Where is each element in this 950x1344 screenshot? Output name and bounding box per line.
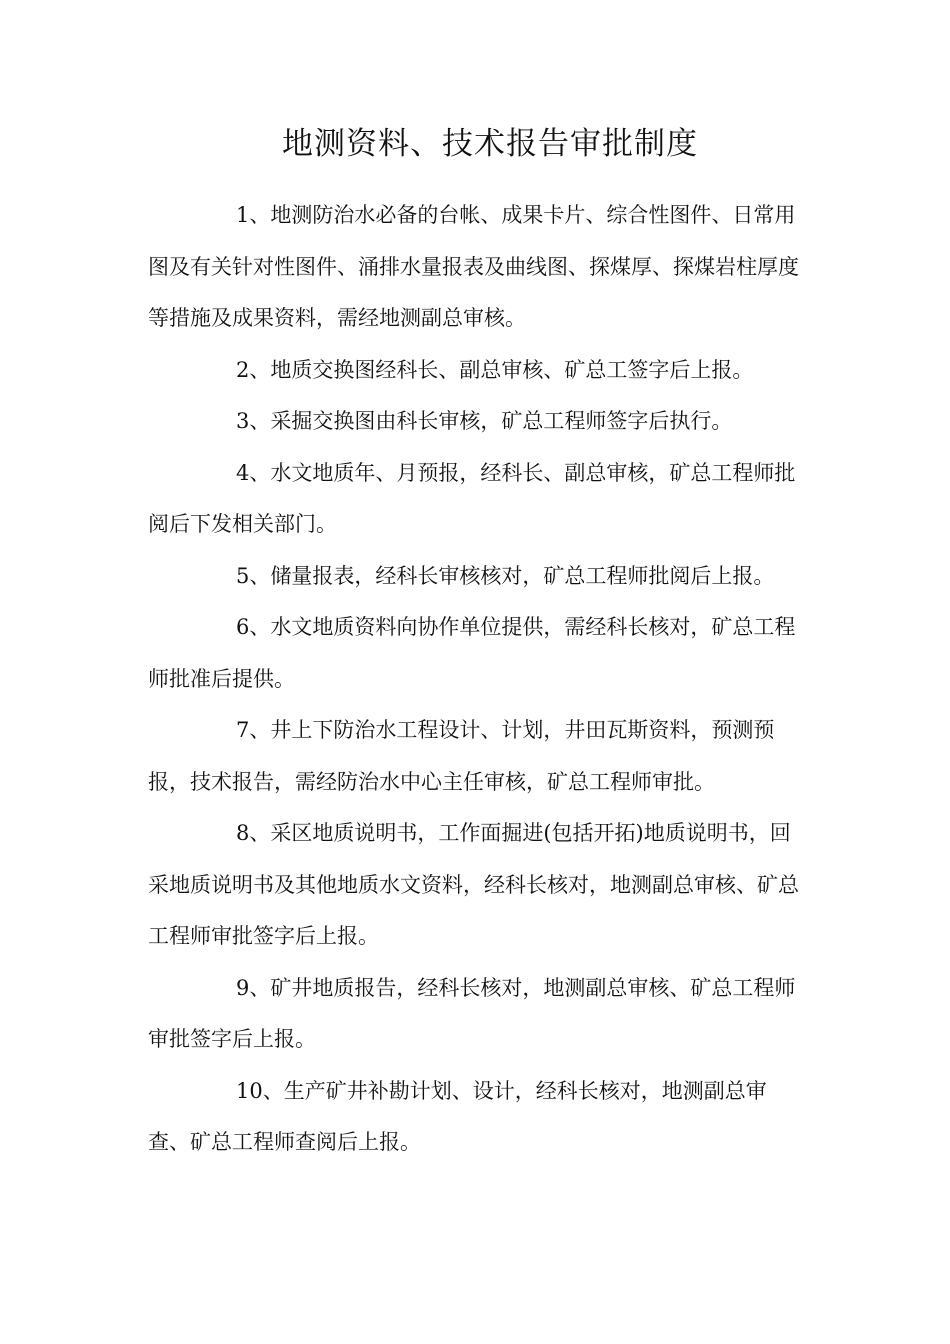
paragraph-10: 10、生产矿井补勘计划、设计，经科长核对，地测副总审查、矿总工程师查阅后上报。 <box>148 1078 767 1154</box>
paragraph-1: 1、地测防治水必备的台帐、成果卡片、综合性图件、日常用图及有关针对性图件、涌排水量报表及曲线图、探煤厚、探煤岩柱厚度等措施及成果资料，需经地测副总审核。 <box>148 203 799 330</box>
paragraph-5: 5、储量报表，经科长审核核对，矿总工程师批阅后上报。 <box>236 563 775 588</box>
paragraph-3: 3、采掘交换图由科长审核，矿总工程师签字后执行。 <box>236 409 733 433</box>
paragraph-8: 8、采区地质说明书，工作面掘进(包括开拓)地质说明书，回采地质说明书及其他地质水文资料，经科长核对，地测副总审核、矿总工程师审批签字后上报。 <box>148 821 799 948</box>
paragraph-2: 2、地质交换图经科长、副总审核、矿总工签字后上报。 <box>236 357 754 382</box>
paragraph-6: 6、水文地质资料向协作单位提供，需经科长核对，矿总工程师批准后提供。 <box>148 615 796 691</box>
paragraph-7: 7、井上下防治水工程设计、计划，井田瓦斯资料，预测预报，技术报告，需经防治水中心主任审核，矿总工程师审批。 <box>148 718 775 794</box>
document-body <box>148 190 803 1169</box>
paragraph-4: 4、水文地质年、月预报，经科长、副总审核，矿总工程师批阅后下发相关部门。 <box>148 460 796 536</box>
document-title: 地测资料、技术报告审批制度 <box>282 126 698 162</box>
paragraph-9: 9、矿井地质报告，经科长核对，地测副总审核、矿总工程师审批签字后上报。 <box>148 975 796 1051</box>
